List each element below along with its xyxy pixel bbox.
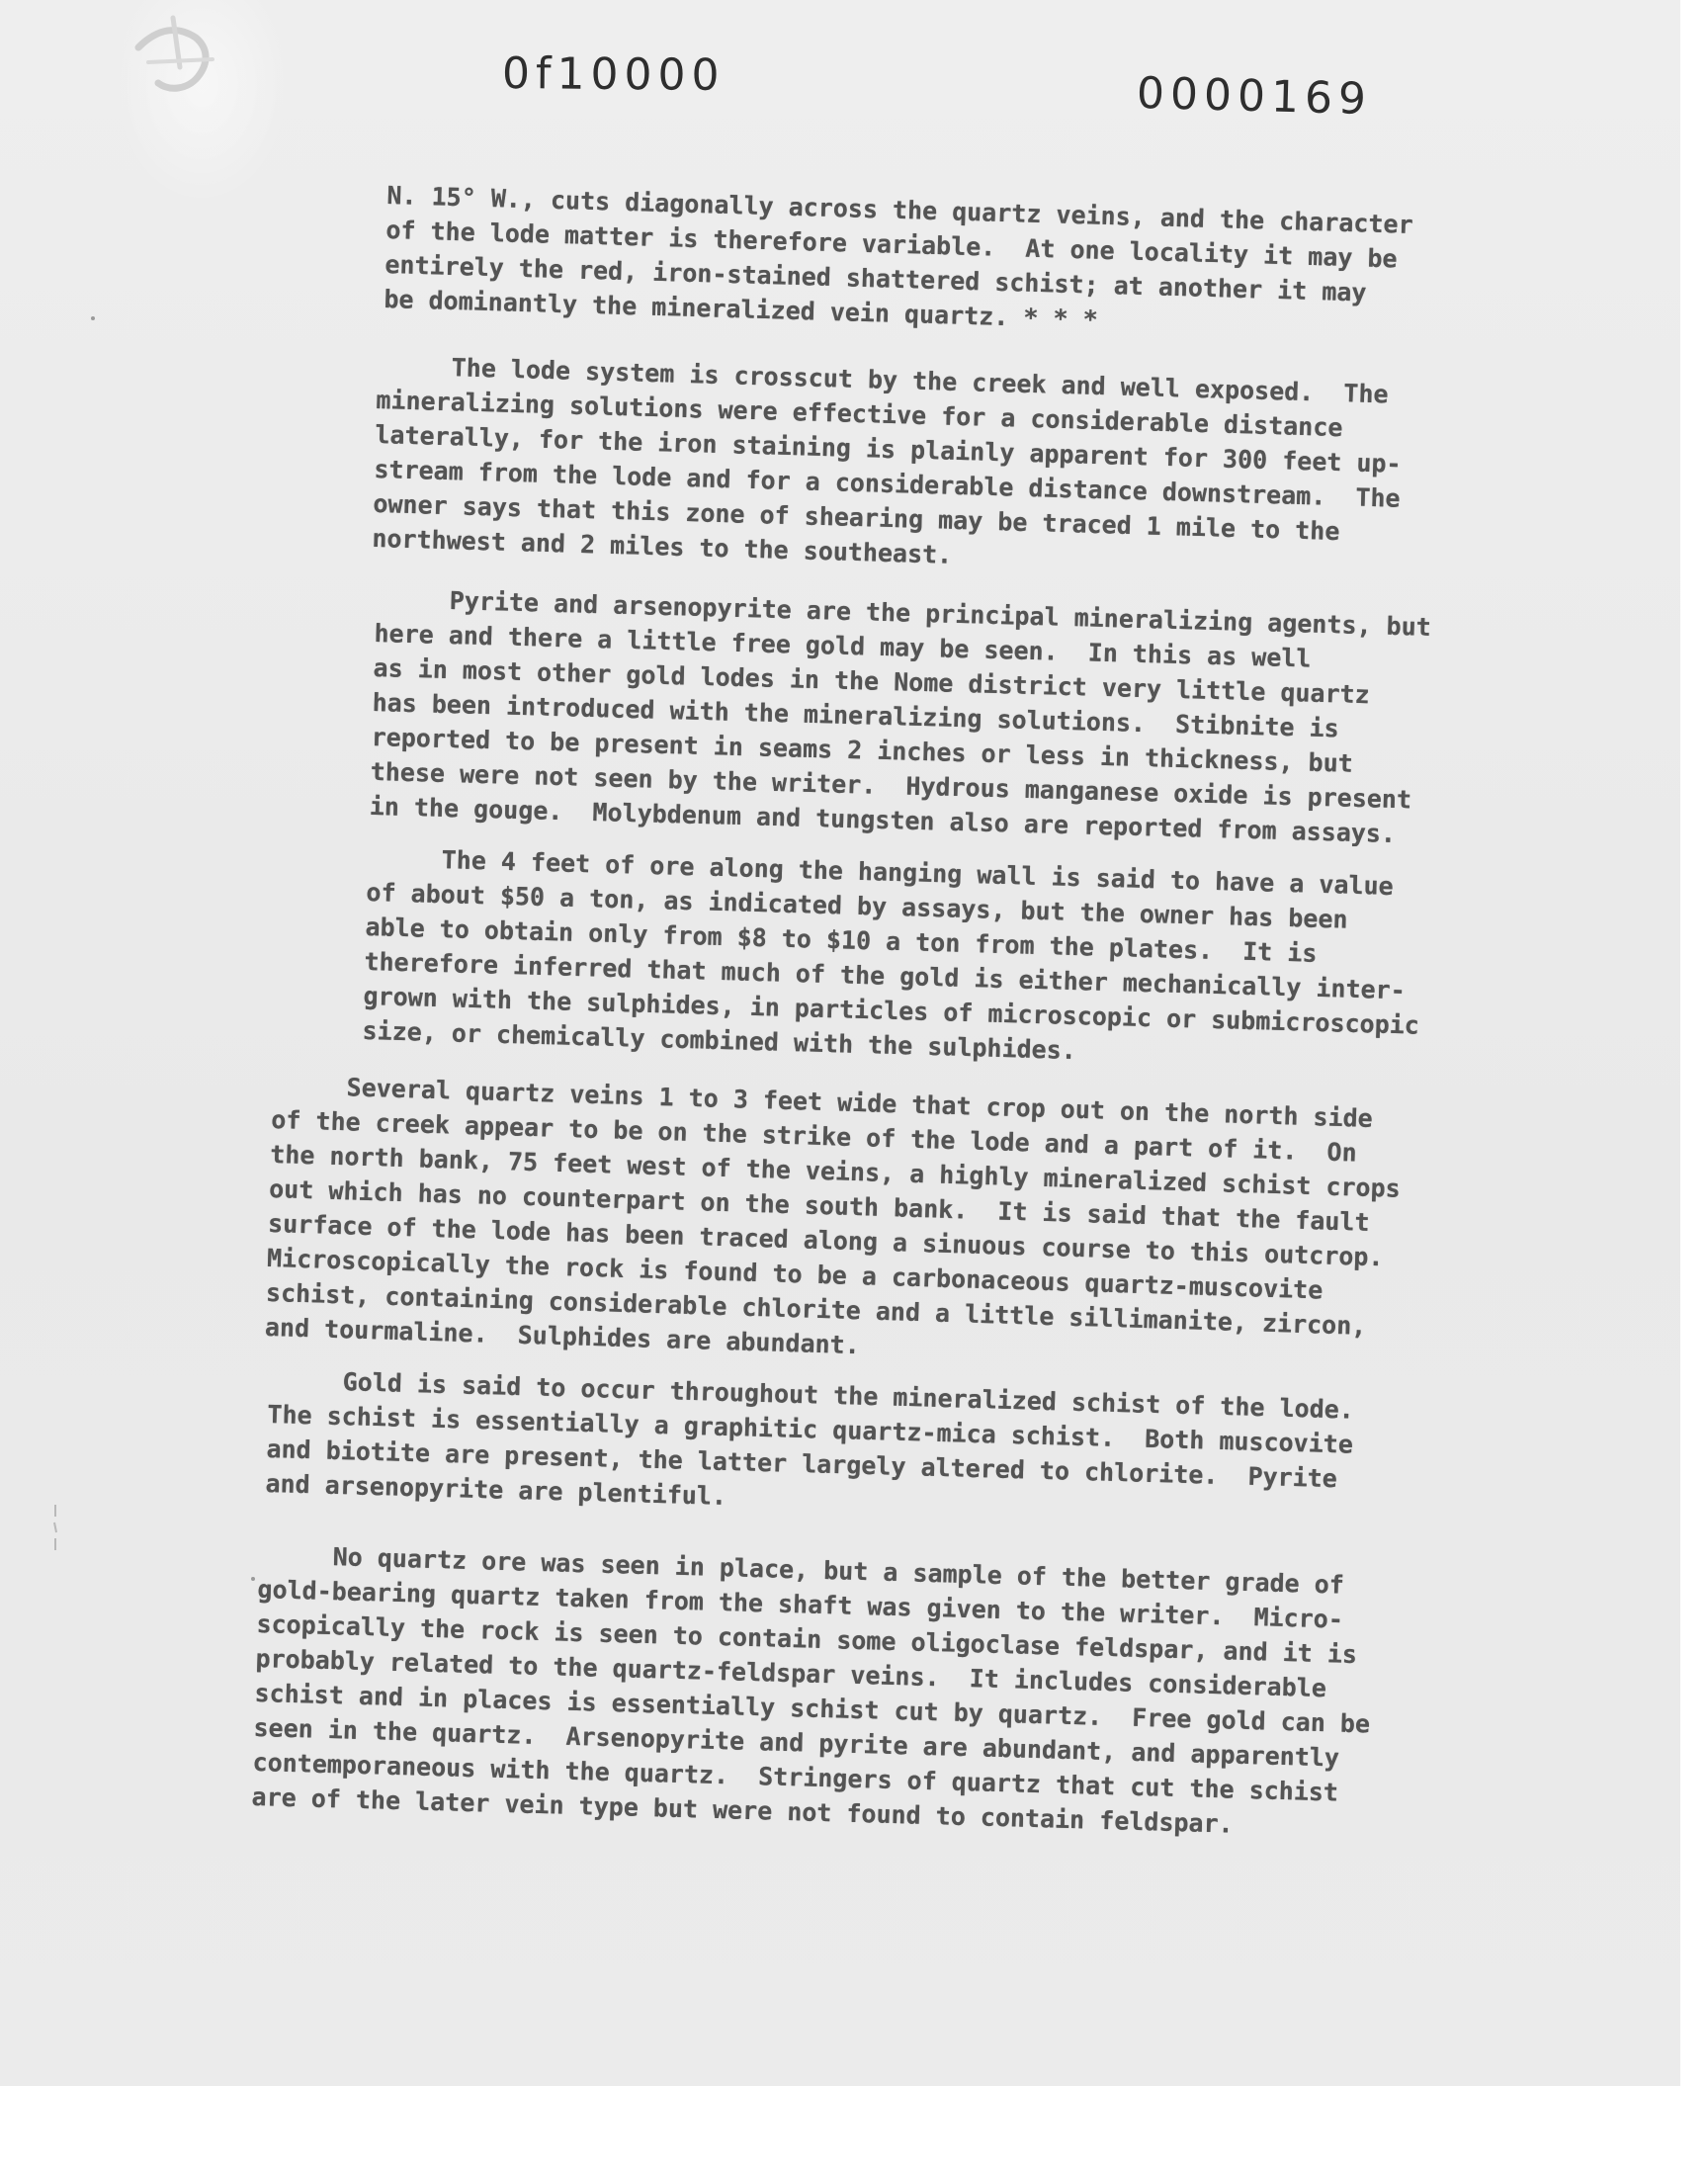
- paragraph-quartz-ore-sample: No quartz ore was seen in place, but a sample of the better grade of gold-bearing quartz taken from the shaft was given to the writer. Micro- scopically the rock is seen to contain some oligoclase feldspar, and it is probably related to the quartz-feldspar veins. It includes considerable schist and in places is essentially schist cut by quartz. Free gold can be seen in the quartz. Arsenopyrite and pyrite are abundant, and apparently contemporaneous with the quartz. Stringers of quartz that cut the schist are of the later vein type but were not found to contain feldspar.: [251, 1539, 1371, 1839]
- paragraph-quartz-veins: Several quartz veins 1 to 3 feet wide that crop out on the north side of the creek appear to be on the strike of the lode and a part of it. On the north bank, 75 feet west of the veins, a highly mineralized schist crops out which has no counterpart on the south bank. It is said that the fault surface of the lode has been traced along a sinuous course to this outcrop. Microscopically the rock is found to be a carbonaceous quartz-muscovite schist, containing considerable chlorite and a little sillimanite, zircon, and tourmaline. Sulphides are abundant.: [264, 1070, 1402, 1360]
- edge-scratch-mark: [51, 1503, 59, 1552]
- staple-mark-icon: [119, 8, 227, 102]
- document-control-number: 0f10000: [501, 48, 726, 101]
- paragraph-ore-value: The 4 feet of ore along the hanging wall is said to have a value of about $50 a ton, as indicated by assays, but the owner has been able to obtain only from $8 to $10 a ton from the plates. It is therefore inferred that much of the gold is either mechanically inter- grown with the sulphides, in particles of microscopic or submicroscopic size, or chemically combined with the sulphides.: [362, 842, 1420, 1066]
- page-number: 0000169: [1136, 67, 1373, 126]
- paragraph-gold-occurrence: Gold is said to occur throughout the mineralized schist of the lode. The schist is essentially a graphitic quartz-mica schist. Both muscovite and biotite are present, the latter largely altered to chlorite. Pyrite and arsenopyrite are plentiful.: [265, 1364, 1355, 1511]
- scan-speck: [91, 316, 95, 320]
- scan-speck: [251, 1577, 255, 1581]
- scan-bottom-margin: [0, 2086, 1708, 2175]
- paragraph-strike-description: N. 15° W., cuts diagonally across the quartz veins, and the character of the lode matter is therefore variable. At one locality it may be entirely the red, iron-stained shattered schist; at another it may be dominantly the mineralized vein quartz. * * *: [384, 180, 1414, 334]
- paragraph-mineralizing-agents: Pyrite and arsenopyrite are the principal mineralizing agents, but here and there a little free gold may be seen. In this as well as in most other gold lodes in the Nome district very little quartz has been introduced with the mineralizing solutions. Stibnite is reported to be present in seams 2 inches or less in thickness, but these were not seen by the writer. Hydrous manganese oxide is present in the gouge. Molybdenum and tungsten also are reported from assays.: [369, 583, 1432, 849]
- scan-right-margin: [1680, 0, 1708, 2086]
- paragraph-lode-system: The lode system is crosscut by the creek and well exposed. The mineralizing solutions were effective for a considerable distance laterally, for the iron staining is plainly apparent for 300 feet up- stream from the lode and for a considerable distance downstream. The owner says that this zone of shearing may be traced 1 mile to the northwest and 2 miles to the southeast.: [372, 350, 1403, 569]
